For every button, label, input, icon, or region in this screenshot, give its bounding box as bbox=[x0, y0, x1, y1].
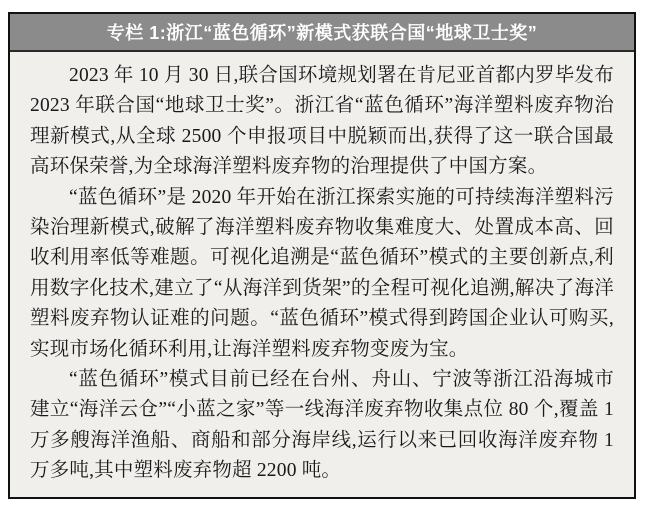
column-box-body bbox=[10, 52, 634, 497]
column-box bbox=[8, 12, 636, 499]
column-box-title: 专栏 1:浙江“蓝色循环”新模式获联合国“地球卫士奖” bbox=[106, 23, 538, 43]
paragraph-implementation-results: “蓝色循环”模式目前已经在台州、舟山、宁波等浙江沿海城市建立“海洋云仓”“小蓝之家”等一线海洋废弃物收集点位 80 个,覆盖 1 万多艘海洋渔船、商船和部分海岸线,运行以来已回收海洋废弃物 1 万多吨,其中塑料废弃物超 2200 吨。 bbox=[30, 369, 614, 482]
column-box-header bbox=[10, 14, 634, 52]
paragraph-model-description: “蓝色循环”是 2020 年开始在浙江探索实施的可持续海洋塑料污染治理新模式,破解了海洋塑料废弃物收集难度大、处置成本高、回收利用率低等难题。可视化追溯是“蓝色循环”模式的主要创新点,利用数字化技术,建立了“从海洋到货架”的全程可视化追溯,解决了海洋塑料废弃物认证难的问题。“蓝色循环”模式得到跨国企业认可购买,实现市场化循环利用,让海洋塑料废弃物变废为宝。 bbox=[30, 186, 614, 360]
paragraph-award-announcement: 2023 年 10 月 30 日,联合国环境规划署在肯尼亚首都内罗毕发布 2023 年联合国“地球卫士奖”。浙江省“蓝色循环”海洋塑料废弃物治理新模式,从全球 2500 个申报项目中脱颖而出,获得了这一联合国最高环保荣誉,为全球海洋塑料废弃物的治理提供了中国方案。 bbox=[30, 65, 614, 178]
